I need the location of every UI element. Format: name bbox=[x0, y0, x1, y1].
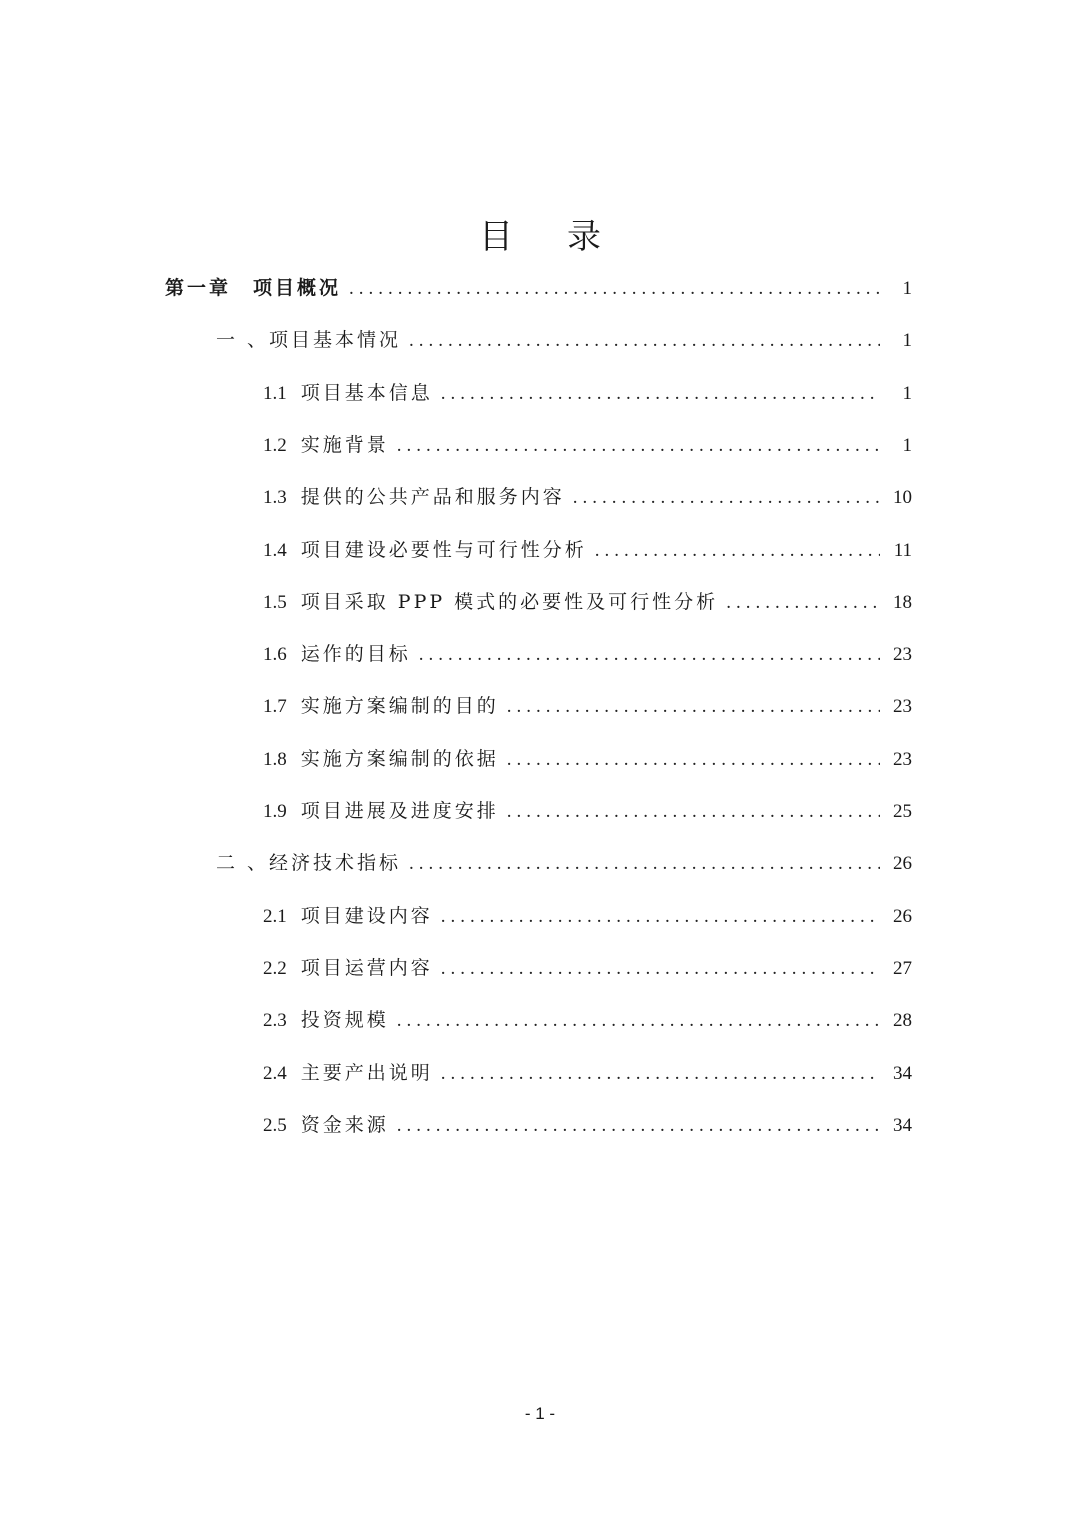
toc-dot-leader bbox=[595, 525, 880, 576]
toc-entry-number: 1.3 bbox=[263, 487, 287, 509]
toc-entry-page: 23 bbox=[893, 644, 912, 666]
toc-entry-label: 第一章 项目概况 bbox=[165, 277, 342, 299]
toc-entry-label: 主要产出说明 bbox=[300, 1061, 433, 1084]
toc-entry[interactable] bbox=[263, 471, 912, 523]
toc-entry-label: 项目基本信息 bbox=[300, 381, 433, 404]
toc-entry-page: 34 bbox=[893, 1062, 912, 1084]
toc-entry-page: 18 bbox=[893, 591, 912, 613]
toc-dot-leader bbox=[409, 315, 880, 366]
toc-entry-page: 28 bbox=[893, 1010, 912, 1032]
toc-entry[interactable] bbox=[216, 314, 912, 366]
toc-entry-page: 25 bbox=[893, 801, 912, 822]
toc-entry-page: 23 bbox=[893, 696, 912, 718]
toc-entry-page: 26 bbox=[893, 853, 912, 875]
toc-entry-label: 项目采取 PPP 模式的必要性及可行性分析 bbox=[300, 590, 719, 613]
toc-entry-label: 资金来源 bbox=[300, 1113, 389, 1136]
toc-entry-page: 1 bbox=[902, 382, 912, 404]
toc-entry-number: 2.1 bbox=[263, 905, 287, 927]
toc-entry[interactable] bbox=[263, 733, 912, 785]
toc-dot-leader bbox=[441, 368, 880, 419]
toc-dot-leader bbox=[573, 472, 880, 523]
toc-entry[interactable] bbox=[263, 524, 912, 576]
toc-dot-leader bbox=[419, 629, 880, 680]
toc-entry-label: 运作的目标 bbox=[300, 643, 411, 666]
toc-entry-label: 项目建设内容 bbox=[300, 904, 433, 927]
toc-entry-page: 10 bbox=[893, 487, 912, 509]
toc-entry-number: 2.2 bbox=[263, 957, 287, 979]
toc-entry[interactable] bbox=[263, 576, 912, 628]
toc-entry-number: 1.1 bbox=[263, 382, 287, 404]
toc-entry[interactable] bbox=[263, 367, 912, 419]
toc-entry-number: 1.6 bbox=[263, 644, 287, 666]
toc-dot-leader bbox=[397, 420, 880, 471]
toc-dot-leader bbox=[507, 734, 880, 785]
toc-dot-leader bbox=[441, 943, 880, 994]
toc-entry-label: 一 、项目基本情况 bbox=[216, 329, 402, 352]
toc-entry-page: 26 bbox=[893, 905, 912, 927]
toc-entry-label: 实施方案编制的依据 bbox=[300, 747, 499, 770]
page-number-footer: - 1 - bbox=[524, 1404, 556, 1423]
toc-entry-label: 项目运营内容 bbox=[300, 956, 433, 979]
page-title: 目录 bbox=[479, 216, 655, 257]
toc-entry-number: 1.9 bbox=[263, 801, 287, 822]
toc-entry-label: 项目建设必要性与可行性分析 bbox=[300, 538, 587, 561]
toc-entry-number: 2.3 bbox=[263, 1010, 287, 1032]
toc-entry[interactable] bbox=[263, 890, 912, 942]
toc-entry-label: 提供的公共产品和服务内容 bbox=[300, 486, 565, 509]
toc-entry-page: 1 bbox=[902, 330, 912, 352]
toc-entry[interactable] bbox=[263, 419, 912, 471]
toc-entry[interactable] bbox=[263, 628, 912, 680]
toc-entry[interactable] bbox=[263, 942, 912, 994]
toc-entry[interactable] bbox=[263, 994, 912, 1046]
toc-entry-label: 实施方案编制的目的 bbox=[300, 695, 499, 718]
toc-entry-number: 1.7 bbox=[263, 696, 287, 718]
toc-entry[interactable] bbox=[165, 262, 912, 314]
toc-dot-leader bbox=[441, 1048, 880, 1099]
toc-dot-leader bbox=[349, 263, 880, 314]
toc-dot-leader bbox=[409, 838, 880, 889]
toc-entry-label: 二 、经济技术指标 bbox=[216, 852, 402, 875]
toc-entry-page: 1 bbox=[902, 278, 912, 299]
toc-dot-leader bbox=[441, 891, 880, 942]
toc-entry[interactable] bbox=[263, 1047, 912, 1099]
toc-entry-number: 1.2 bbox=[263, 434, 287, 456]
toc-entry[interactable] bbox=[216, 837, 912, 889]
toc-dot-leader bbox=[507, 681, 880, 732]
toc-entry-page: 1 bbox=[902, 434, 912, 456]
toc-entry[interactable] bbox=[263, 1099, 912, 1151]
toc-dot-leader bbox=[397, 995, 880, 1046]
toc-entry-label: 项目进展及进度安排 bbox=[300, 800, 499, 822]
toc-entry-number: 1.8 bbox=[263, 748, 287, 770]
toc-entry-number: 1.5 bbox=[263, 591, 287, 613]
toc-entry[interactable] bbox=[263, 680, 912, 732]
toc-entry-page: 23 bbox=[893, 748, 912, 770]
toc-entry-label: 实施背景 bbox=[300, 433, 389, 456]
toc-entry-page: 11 bbox=[893, 539, 912, 561]
toc-entry[interactable] bbox=[263, 785, 912, 837]
toc-entry-label: 投资规模 bbox=[300, 1009, 389, 1032]
toc-dot-leader bbox=[726, 577, 880, 628]
toc-entry-number: 2.4 bbox=[263, 1062, 287, 1084]
toc-entry-page: 34 bbox=[893, 1114, 912, 1136]
toc-entry-page: 27 bbox=[893, 957, 912, 979]
toc-dot-leader bbox=[397, 1100, 880, 1151]
toc-dot-leader bbox=[507, 786, 880, 837]
toc-entry-number: 2.5 bbox=[263, 1114, 287, 1136]
toc-entry-number: 1.4 bbox=[263, 539, 287, 561]
